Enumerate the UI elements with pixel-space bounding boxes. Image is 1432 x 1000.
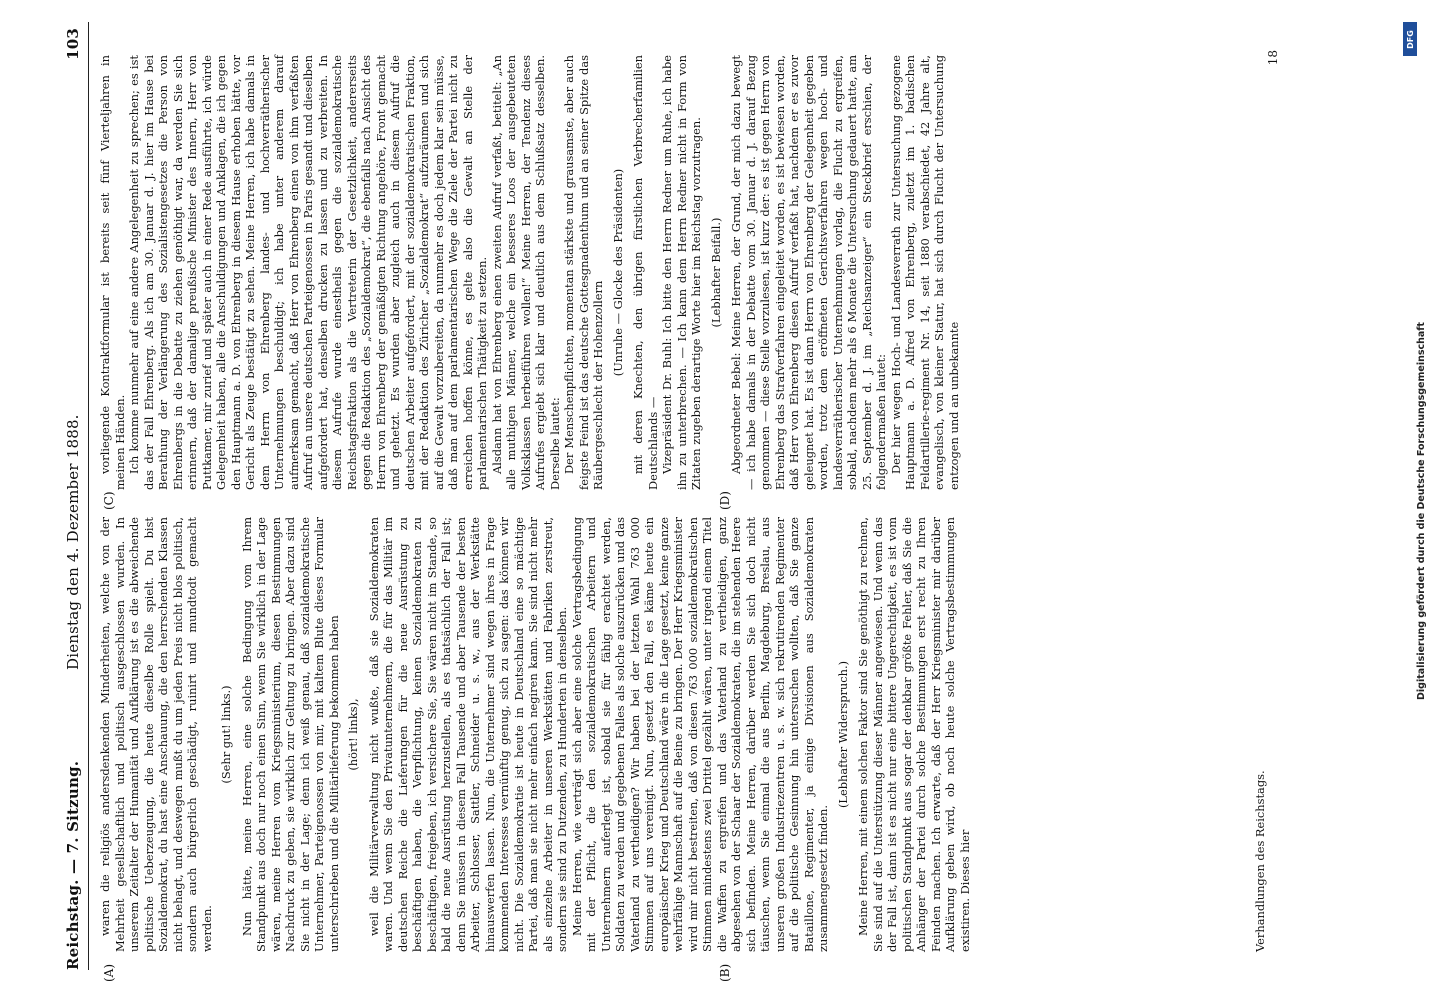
right-column bbox=[98, 55, 961, 490]
paragraph: Ich komme nunmehr auf eine andere Angelegenheit zu sprechen; es ist das der Fall Ehrenberg. Als ich am 30. Januar d. J. hier im Hause bei Berathung der Verlängerung des Sozialistengesetzes die Person von Ehrenbergs in die Debatte zu ziehen genöthigt war, da werden Sie sich erinnern, daß der damalige preußische Minister des Innern, Herr von Puttkamer, mir zurief und später auch in einer Rede ausführte, ich würde Gelegenheit haben, alle die Anschuldigungen und Anklagen, die ich gegen den Hauptmann a. D. von Ehrenberg in diesem Hause erhoben hätte, vor Gericht als Zeuge bestätigt zu sehen. Meine Herren, ich habe damals in dem Herrn von Ehrenberg landes- und hochverrätherischer Unternehmungen beschuldigt; ich habe unter anderem darauf aufmerksam gemacht, daß Herr von Ehrenberg einen von ihm verfaßten Aufruf an unsere deutschen Parteigenossen in Paris gesandt und dieselben aufgefordert hat, denselben drucken zu lassen und zu verbreiten. In diesem Aufrufe wurde einestheils gegen die sozialdemokratische Reichstagsfraktion als die Vertreterin der Gesetzlichkeit, andererseits gegen die Redaktion des „Sozialdemokrat“, die ebenfalls nach Ansicht des Herrn von Ehrenberg der gemäßigten Richtung angehöre, Front gemacht und gehetzt. Es wurden aber zugleich auch in diesem Aufruf die deutschen Arbeiter aufgefordert, mit der sozialdemokratischen Fraktion, mit der Redaktion des Züricher „Sozialdemokrat“ aufzuräumen und sich auf die Gewalt vorzubereiten, da nunmehr es doch jedem klar sein müsse, daß man auf dem parlamentarischen Wege die Ziele der Partei nicht zu erreichen hoffen könne, es gelte also die Gewalt an Stelle der parlamentarischen Thätigkeit zu setzen. bbox=[127, 55, 489, 490]
interjection: (Unruhe — Glocke des Präsidenten) bbox=[610, 168, 625, 377]
dfg-logo bbox=[1403, 22, 1417, 56]
paragraph: Der Menschenpflichten, momentan stärkste und grausamste, aber auch feigste Feind ist das deutsche Gottesgnadenthum und an seiner Spitze das Räubergeschlecht der Hohenzollern bbox=[562, 55, 605, 490]
paragraph: Abgeordneter Bebel: Meine Herren, der Grund, der mich dazu bewegt — ich habe damals in der Debatte vom 30. Januar d. J. darauf Bezug genommen — diese Stelle vorzulesen, ist kurz der: es ist gegen Herrn von Ehrenberg das Strafverfahren eingeleitet worden, es ist bewiesen worden, daß Herr von Ehrenberg diesen Aufruf verfaßt hat, nachdem er es zuvor geleugnet hat. Es ist dann Herrn von Ehrenberg der Gelegenheit gegeben worden, trotz dem eröffneten Gerichtsverfahren wegen hoch- und landesverrätherischer Unternehmungen vorlag, die Flucht zu ergreifen, sobald, nachdem mehr als 6 Monate die Untersuchung gedauert hatte, am 25. September d. J. im „Reichsanzeiger“ ein Steckbrief erschien, der folgendermaßen lautet: bbox=[729, 55, 888, 490]
interjection: (Lebhafter Beifall.) bbox=[708, 217, 723, 328]
side-credit bbox=[1400, 20, 1427, 980]
dfg-badge-text: DFG bbox=[1405, 29, 1415, 49]
paragraph: Vizepräsident Dr. Buhl: Ich bitte den Herrn Redner um Ruhe, ich habe ihn zu unterbrechen. — Ich kann dem Herrn Redner nicht in Form von Zitaten zugeben derartige Worte hier im Reichstag vorzutragen. bbox=[660, 55, 703, 490]
header-date: Dienstag den 4. Dezember 1888. bbox=[64, 414, 82, 670]
paragraph: Alsdann hat von Ehrenberg einen zweiten Aufruf verfaßt, betitelt: „An alle muthigen Männer, welche ein besseres Loos der ausgebeuteten Volksklassen herbeiführen wollen!“ Meine Herren, der Tendenz dieses Aufrufes ergiebt sich klar und deutlich aus dem Schlußsatz desselben. Derselbe lautet: bbox=[489, 55, 562, 490]
left-column bbox=[98, 517, 972, 952]
footer-left: Verhandlungen des Reichstags. bbox=[1253, 770, 1267, 952]
interjection: (hört! links), bbox=[346, 698, 360, 771]
paragraph: Meine Herren, wie verträgt sich aber eine solche Vertragsbedingung mit der Pflicht, die den sozialdemokratischen Arbeitern und Unternehmern auferlegt ist, sobald sie für fähig erachtet werden, Soldaten zu werden und gegebenen Falles als solche auszurücken und das Vaterland zu vertheidigen? Wir haben bei der letzten Wahl 763 000 Stimmen auf uns vereinigt. Nun, gesetzt den Fall, es käme heute ein europäischer Krieg und Deutschland wäre in die Lage gesetzt, keine ganze wehrfähige Mannschaft auf die Beine zu bringen. Der Herr Kriegsminister wird mir nicht bestreiten, daß von diesen 763 000 sozialdemokratischen Stimmen mindestens zwei Drittel gezählt wären, unter irgend einem Titel die Waffen zu ergreifen und das Vaterland zu vertheidigen, ganz abgesehen von der Schaar der Sozialdemokraten, die im stehenden Heere sich befinden. Meine Herren, darüber werden Sie sich doch nicht täuschen, wenn Sie einmal die aus Berlin, Magdeburg, Breslau, aus unseren großen Industriezentren u. s. w. sich rekrutirenden Regimenter auf die politische Gesinnung hin untersuchen wollten, daß Sie ganze Bataillone, Regimenter, ja einige Divisionen aus Sozialdemokraten zusammengesetzt finden. bbox=[569, 517, 830, 952]
margin-marker-c: (C) bbox=[102, 491, 116, 510]
signature-mark: 18 bbox=[1266, 50, 1280, 66]
rotated-page bbox=[58, 22, 1403, 982]
paragraph: waren die religiös andersdenkenden Minderheiten, welche von der Mehrheit gesellschaftlich und politisch ausgeschlossen wurden. In unserem Zeitalter der Humanität und Aufklärung ist es die abweichende politische Ueberzeugung, die heute dieselbe Rolle spielt. Du bist Sozialdemokrat, du hast eine Anschauung, die den herrschenden Klassen nicht behagt, und deswegen mußt du um jeden Preis nicht blos politisch, sondern auch bürgerlich geschädigt, ruinirt und mundtodt gemacht werden. bbox=[98, 517, 214, 952]
running-header bbox=[58, 22, 89, 970]
paragraph: vorliegende Kontraktformular ist bereits seit fünf Vierteljahren in meinen Händen. bbox=[98, 55, 127, 490]
paragraph: Meine Herren, mit einem solchen Faktor sind Sie genöthigt zu rechnen, Sie sind auf die Unterstützung dieser Männer angewiesen. Und wenn das der Fall ist, dann ist es nicht nur eine bittere Ungerechtigkeit, es ist vom politischen Standpunkt aus sogar der denkbar größte Fehler, daß Sie die Anhänger der Partei durch solche Bestimmungen erst recht zu Ihren Feinden machen. Ich erwarte, daß der Herr Kriegsminister mir darüber Aufklärung geben wird, ob noch heute solche Vertragsbestimmungen existiren. Dieses hier bbox=[856, 517, 972, 952]
paragraph: weil die Militärverwaltung nicht wußte, daß sie Sozialdemokraten waren. Und wenn Sie den Privatunternehmern, die für das Militär im deutschen Reiche die Lieferungen für die neue Ausrüstung zu beschäftigen haben, die Verpflichtung, keinen Sozialdemokraten zu beschäftigen, freigeben, ich versichere Sie, Sie wären nicht im Stande, so bald die neue Ausrüstung herzustellen, als es thatsächlich der Fall ist; denn Sie müssen in diesem Fall Tausende und aber Tausende der besten Arbeiter, Schlosser, Sattler, Schneider u. s. w., aus der Werkstätte hinauswerfen lassen. Nun, die Unternehmer sind wegen ihres in Frage kommenden Interesses vernünftig genug, sich zu sagen: das können wir nicht. Die Sozialdemokratie ist heute in Deutschland eine so mächtige Partei, daß man sie nicht mehr einfach negiren kann. Sie sind nicht mehr als einzelne Arbeiter in unseren Werkstätten und Fabriken zerstreut, sondern sie sind zu Dutzenden, zu Hunderten in denselben. bbox=[366, 517, 569, 952]
paragraph: Nun hätte, meine Herren, eine solche Bedingung vom Ihrem Standpunkt aus doch nur noch einen Sinn, wenn Sie wirklich in der Lage wären, meine Herren vom Kriegsministerium, diesen Bestimmungen Nachdruck zu geben, sie wirklich zur Geltung zu bringen. Aber dazu sind Sie nicht in der Lage; denn ich weiß genau, daß sozialdemokratische Unternehmer, Parteigenossen von mir, mit kaltem Blute dieses Formular unterschrieben und die Militärlieferung bekommen haben bbox=[239, 517, 341, 952]
interjection: (Lebhafter Widerspruch.) bbox=[835, 660, 850, 809]
interjection: (Sehr gut! links.) bbox=[219, 685, 233, 784]
paragraph: Der hier wegen Hoch- und Landesverrath zur Untersuchung gezogene Hauptmann a. D. Alfred von Ehrenberg, zuletzt im 1. badischen Feldartillerie-regiment Nr. 14, seit 1880 verabschiedet, 42 Jahre alt, evangelisch, von kleiner Statur, hat sich durch Flucht der Untersuchung entzogen und an unbekannte bbox=[888, 55, 961, 490]
header-left: Reichstag. — 7. Sitzung. bbox=[64, 760, 82, 970]
margin-marker-a: (A) bbox=[102, 963, 116, 982]
credit-text: Digitalisierung gefördert durch die Deutsche Forschungsgemeinschaft bbox=[1416, 322, 1427, 700]
paragraph: mit deren Knechten, den übrigen fürstlichen Verbrecherfamilien Deutschlands — bbox=[631, 55, 660, 490]
margin-marker-b: (B) bbox=[718, 963, 732, 982]
margin-marker-d: (D) bbox=[718, 491, 732, 510]
page-number: 103 bbox=[64, 28, 82, 60]
